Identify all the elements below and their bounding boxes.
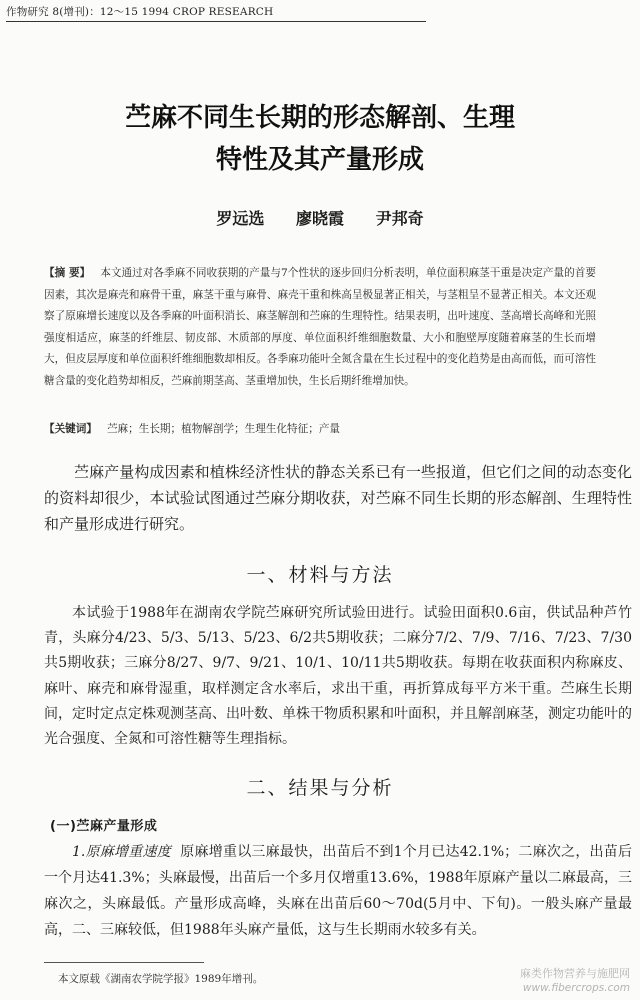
- section-heading-methods: 一、材料与方法: [246, 564, 394, 586]
- watermark: [520, 966, 630, 996]
- methods-paragraph: 本试验于1988年在湖南农学院苎麻研究所试验田进行。试验田面积0.6亩，供试品种芦竹青，头麻分4/23、5/3、5/13、5/23、6/2共5期收获；二麻分7/2、7/9、7/16、7/23、7/30共5期收获；三麻分8/27、9/7、9/21、10/1、10/11共5期收获。每期在收获面积内称麻皮、麻叶、麻壳和麻骨湿重，取样测定含水率后，求出干重，再折算成每平方米干重。苎麻生长期间，定时定点定株观测茎高、出叶数、单株干物质积累和叶面积，并且解剖麻茎，测定功能叶的光合强度、全氮和可溶性糖等生理指标。: [44, 605, 632, 748]
- watermark-url: www.fibercrops.com: [522, 982, 630, 994]
- author-list: 罗远选 廖晓霞 尹邦奇: [216, 209, 424, 228]
- intro-paragraph: 苎麻产量构成因素和植株经济性状的静态关系已有一些报道，但它们之间的动态变化的资料却很少，本试验试图通过苎麻分期收获，对苎麻不同生长期的形态解剖、生理特性和产量形成进行研究。: [44, 463, 632, 533]
- abstract-label: 【摘 要】: [44, 267, 91, 279]
- paper-title-line-1: 苎麻不同生长期的形态解剖、生理: [124, 103, 515, 133]
- footnote: 本文原载《湖南农学院学报》1989年增刊。: [58, 973, 264, 985]
- keywords-label: 【关键词】: [44, 423, 97, 435]
- results-paragraph: [44, 839, 632, 943]
- results-item-label: 1.原麻增重速度: [72, 844, 171, 860]
- abstract-text: 本文通过对各季麻不同收获期的产量与7个性状的逐步回归分析表明，单位面积麻茎干重是决定产量的首要因素，其次是麻壳和麻骨干重，麻茎干重与麻骨、麻壳干重和株高呈极显著正相关，与茎粗呈不显著正相关。本文还观察了原麻增长速度以及各季麻的叶面积消长、麻茎解剖和苎麻的生理特性。结果表明，出叶速度、茎高增长高峰和光照强度相适应，麻茎的纤维层、韧皮部、木质部的厚度、单位面积纤维细胞数量、大小和胞壁厚度随着麻茎的生长而增大，但皮层厚度和单位面积纤维细胞数却相反。各季麻功能叶全氮含量在生长过程中的变化趋势是由高而低，而可溶性糖含量的变化趋势却相反，苎麻前期茎高、茎重增加快，生长后期纤维增加快。: [44, 267, 596, 387]
- paper-title-line-2: 特性及其产量形成: [215, 145, 424, 175]
- keywords-block: [44, 421, 604, 437]
- subsection-heading-yield: (一)苎麻产量形成: [50, 819, 158, 834]
- section-heading-results: 二、结果与分析: [246, 777, 394, 799]
- running-header: 作物研究 8(增刊)：12～15 1994 CROP RESEARCH: [6, 4, 426, 22]
- results-item-text: 原麻增重以三麻最快，出苗后不到1个月已达42.1%；二麻次之，出苗后一个月达41.3%；头麻最慢，出苗后一个多月仅增重13.6%，1988年原麻产量以二麻最高，三麻次之，头麻最低。产量形成高峰，头麻在出苗后60～70d(5月中、下旬)。一般头麻产量最高，二、三麻较低，但1988年头麻产量低，这与生长期雨水较多有关。: [44, 844, 632, 938]
- footnote-divider: [44, 962, 204, 963]
- abstract-block: [44, 263, 596, 393]
- watermark-site-name: 麻类作物营养与施肥网: [520, 967, 630, 980]
- keywords-text: 苎麻；生长期；植物解剖学；生理生化特征；产量: [106, 423, 341, 435]
